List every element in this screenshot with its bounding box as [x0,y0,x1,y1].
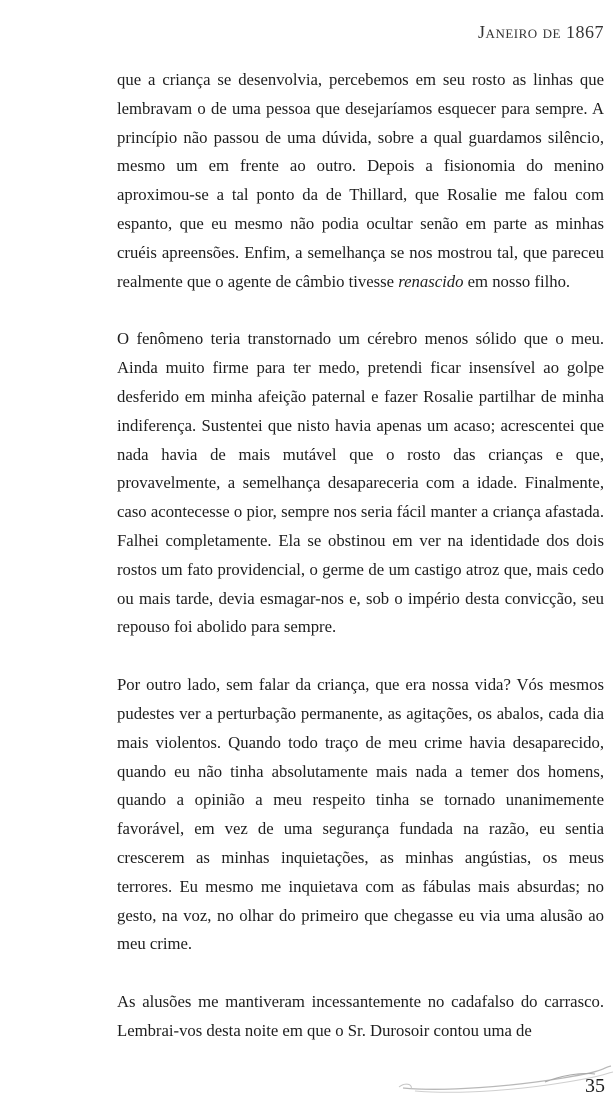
folio [395,1058,615,1106]
swash-ornament-icon [395,1058,615,1106]
running-header-title: Janeiro de 1867 [478,22,604,42]
body-text [117,66,604,1046]
page-number: 35 [585,1075,605,1097]
paragraph-3: Por outro lado, sem falar da criança, que era nossa vida? Vós mesmos pudestes ver a perturbação permanente, as agitações, os abalos, cada dia mais violentos. Quando todo traço de meu crime havia desaparecido, quando eu não tinha absolutamente mais nada a temer dos homens, quando a opinião a meu respeito tinha se tornado unanimemente favorável, em vez de uma segurança fundada na razão, eu sentia crescerem as minhas inquietações, as minhas angústias, os meus terrores. Eu mesmo me inquietava com as fábulas mais absurdas; no gesto, na voz, no olhar do primeiro que chegasse eu via uma alusão ao meu crime. [117,675,604,954]
paragraph-1 [117,66,604,296]
paragraph-2: O fenômeno teria transtornado um cérebro menos sólido que o meu. Ainda muito firme para ter medo, pretendi ficar insensível ao golpe desferido em minha afeição paternal e fazer Rosalie partilhar de minha indiferença. Sustentei que nisto havia apenas um acaso; acrescentei que nada havia de mais mutável que o rosto das crianças e que, provavelmente, a semelhança desapareceria com a idade. Finalmente, caso acontecesse o pior, sempre nos seria fácil manter a criança afastada. Falhei completamente. Ela se obstinou em ver na identidade dos dois rostos um fato providencial, o germe de um castigo atroz que, mais cedo ou mais tarde, devia esmagar-nos e, sob o império desta convicção, seu repouso foi abolido para sempre. [117,329,604,637]
paragraph-1-text-before: que a criança se desenvolvia, percebemos em seu rosto as linhas que lembravam o de uma pessoa que desejaríamos esquecer para sempre. A princípio não passou de uma dúvida, sobre a qual guardamos silêncio, mesmo um em frente ao outro. Depois a fisionomia do menino aproximou-se a tal ponto da de Thillard, que Rosalie me falou com espanto, que eu mesmo não podia ocultar senão em parte as minhas cruéis apreensões. Enfim, a semelhança se nos mostrou tal, que pareceu realmente que o agente de câmbio tivesse [117,70,604,291]
emphasized-word: renascido [398,271,464,291]
paragraph-4: As alusões me mantiveram incessantemente no cadafalso do carrasco. Lembrai-vos desta noite em que o Sr. Durosoir contou uma de [117,992,604,1040]
paragraph-1-text-after: em nosso filho. [463,271,571,291]
